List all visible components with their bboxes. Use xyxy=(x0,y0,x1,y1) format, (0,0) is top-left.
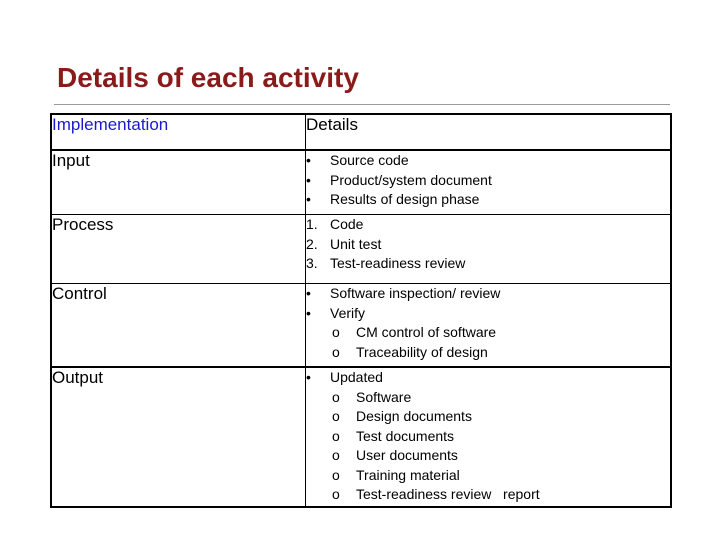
sub-bullet-marker: o xyxy=(332,324,340,340)
list-item-text: Updated xyxy=(330,369,383,385)
list-item-text: Results of design phase xyxy=(330,191,480,207)
activity-details-table xyxy=(50,113,672,508)
list-item-text: Test-readiness review xyxy=(330,255,466,271)
bullet-marker: • xyxy=(306,369,311,385)
sub-list-item xyxy=(330,427,670,447)
bullet-marker: • xyxy=(306,152,311,168)
list-item-text: Code xyxy=(330,216,364,232)
sub-list xyxy=(330,388,670,505)
sub-list-item-text: Traceability of design xyxy=(356,343,488,360)
table-row-input xyxy=(51,150,671,215)
sub-list xyxy=(330,323,670,362)
table-row-process xyxy=(51,215,671,284)
row-label: Output xyxy=(51,367,306,507)
row-details xyxy=(306,367,672,507)
sub-list-item-text: Test-readiness review report xyxy=(356,486,540,502)
bullet-marker: • xyxy=(306,304,311,321)
sub-list-item xyxy=(330,388,670,408)
number-marker: 1. xyxy=(306,216,318,232)
list-item-text: Verify xyxy=(330,304,366,321)
header-details: Details xyxy=(306,114,672,150)
list-item-text: Product/system document xyxy=(330,171,492,188)
list-item xyxy=(306,304,670,363)
list-item xyxy=(306,368,670,505)
bullet-marker: • xyxy=(306,171,311,188)
row-label: Process xyxy=(51,215,306,284)
sub-list-item xyxy=(330,343,670,363)
details-list xyxy=(306,215,670,274)
table-header-row xyxy=(51,114,671,150)
bullet-marker: • xyxy=(306,285,311,301)
number-marker: 3. xyxy=(306,255,318,271)
sub-bullet-marker: o xyxy=(332,427,340,444)
list-item-text: Unit test xyxy=(330,235,382,252)
page-title: Details of each activity xyxy=(57,62,359,93)
bullet-marker: • xyxy=(306,191,311,207)
sub-list-item-text: Design documents xyxy=(356,408,472,424)
sub-list-item-text: Training material xyxy=(356,466,460,483)
row-details xyxy=(306,150,672,215)
row-label: Input xyxy=(51,150,306,215)
list-item xyxy=(306,151,670,171)
details-list xyxy=(306,151,670,210)
details-list xyxy=(306,284,670,362)
row-details xyxy=(306,215,672,284)
row-details xyxy=(306,284,672,368)
list-item xyxy=(306,235,670,255)
sub-bullet-marker: o xyxy=(332,388,340,405)
table-row-output xyxy=(51,367,671,507)
sub-list-item xyxy=(330,446,670,466)
sub-list-item-text: Test documents xyxy=(356,427,455,444)
sub-bullet-marker: o xyxy=(332,447,340,463)
table-row-control xyxy=(51,284,671,368)
list-item xyxy=(306,254,670,274)
list-item-text: Source code xyxy=(330,152,409,168)
sub-bullet-marker: o xyxy=(332,343,340,360)
list-item-text: Software inspection/ review xyxy=(330,285,501,301)
sub-bullet-marker: o xyxy=(332,466,340,483)
sub-list-item xyxy=(330,485,670,505)
number-marker: 2. xyxy=(306,235,318,252)
list-item xyxy=(306,284,670,304)
list-item xyxy=(306,215,670,235)
sub-bullet-marker: o xyxy=(332,486,340,502)
title-divider xyxy=(54,104,670,105)
sub-list-item xyxy=(330,323,670,343)
sub-list-item-text: User documents xyxy=(356,447,458,463)
list-item xyxy=(306,171,670,191)
sub-list-item xyxy=(330,466,670,486)
sub-list-item xyxy=(330,407,670,427)
sub-bullet-marker: o xyxy=(332,408,340,424)
sub-list-item-text: CM control of software xyxy=(356,324,497,340)
details-list xyxy=(306,368,670,505)
sub-list-item-text: Software xyxy=(356,388,412,405)
list-item xyxy=(306,190,670,210)
header-implementation: Implementation xyxy=(51,114,306,150)
row-label: Control xyxy=(51,284,306,368)
